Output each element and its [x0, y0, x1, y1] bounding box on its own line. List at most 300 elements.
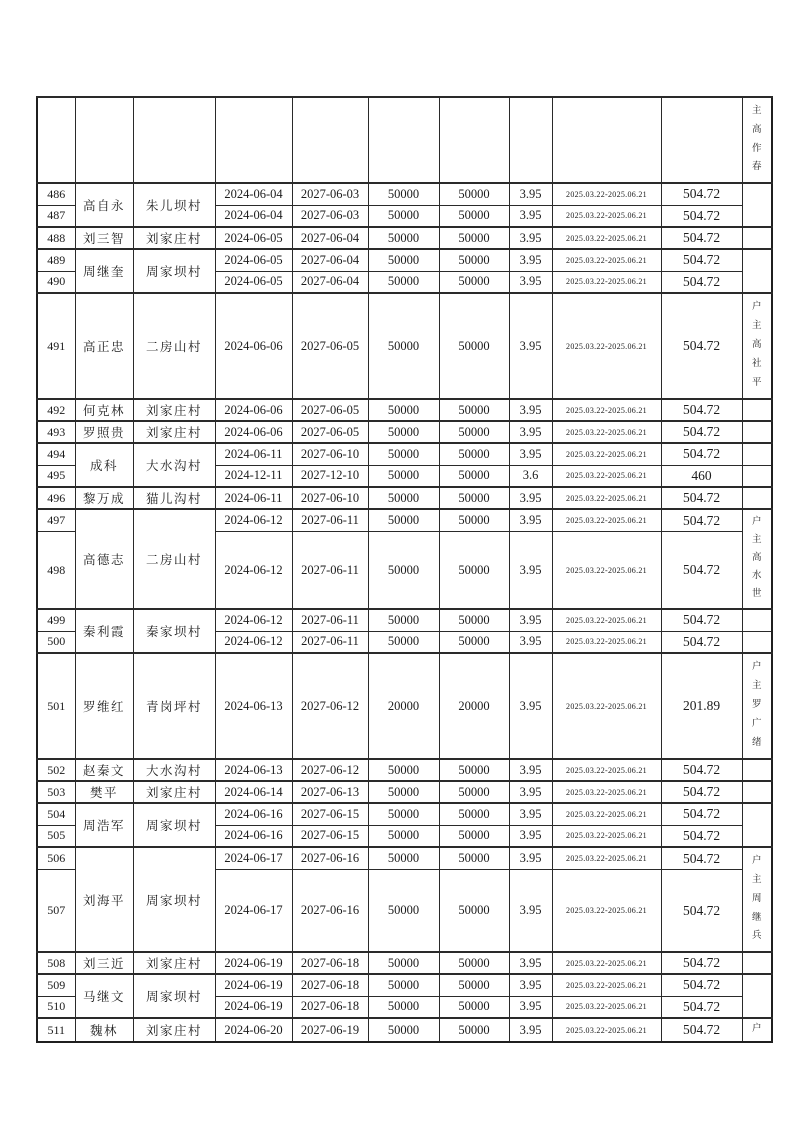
sequence-cell: 505 [37, 825, 75, 847]
interest-period-cell: 2025.03.22-2025.06.21 [552, 1018, 661, 1042]
due-date-cell: 2027-06-18 [292, 996, 368, 1018]
interest-rate-cell: 3.95 [509, 249, 552, 271]
interest-rate-cell: 3.95 [509, 532, 552, 609]
balance-amount-cell: 50000 [439, 249, 509, 271]
due-date-cell: 2027-06-05 [292, 399, 368, 421]
loan-amount-cell: 50000 [368, 487, 439, 509]
balance-amount-cell: 20000 [439, 653, 509, 759]
remark-cell [742, 974, 772, 1018]
interest-amount-cell: 504.72 [661, 183, 742, 205]
remark-cell [742, 631, 772, 653]
remark-cell [742, 227, 772, 249]
interest-rate-cell: 3.6 [509, 465, 552, 487]
village-cell: 刘家庄村 [133, 421, 215, 443]
loan-amount-cell: 50000 [368, 271, 439, 293]
loan-amount-cell [368, 97, 439, 183]
interest-amount-cell: 504.72 [661, 631, 742, 653]
interest-amount-cell: 504.72 [661, 205, 742, 227]
remark-cell [742, 509, 772, 609]
interest-period-cell: 2025.03.22-2025.06.21 [552, 996, 661, 1018]
remark-cell [742, 183, 772, 227]
table-row [37, 509, 772, 532]
sequence-cell: 503 [37, 781, 75, 803]
remark-cell [742, 781, 772, 803]
table-row [37, 97, 772, 183]
loan-date-cell: 2024-06-19 [215, 952, 292, 974]
interest-rate-cell: 3.95 [509, 1018, 552, 1042]
village-cell: 青岗坪村 [133, 653, 215, 759]
due-date-cell: 2027-06-10 [292, 487, 368, 509]
loan-amount-cell: 50000 [368, 825, 439, 847]
loan-table-body [37, 97, 772, 1042]
sequence-cell: 493 [37, 421, 75, 443]
sequence-cell: 495 [37, 465, 75, 487]
table-row [37, 183, 772, 205]
loan-amount-cell: 50000 [368, 870, 439, 952]
interest-rate-cell [509, 97, 552, 183]
village-cell: 大水沟村 [133, 759, 215, 781]
interest-amount-cell: 504.72 [661, 532, 742, 609]
sequence-cell: 507 [37, 870, 75, 952]
interest-period-cell: 2025.03.22-2025.06.21 [552, 825, 661, 847]
due-date-cell: 2027-06-13 [292, 781, 368, 803]
due-date-cell: 2027-06-12 [292, 653, 368, 759]
loan-amount-cell: 50000 [368, 443, 439, 465]
borrower-name-cell: 魏林 [75, 1018, 133, 1042]
remark-cell [742, 653, 772, 759]
sequence-cell: 504 [37, 803, 75, 825]
borrower-name-cell: 高正忠 [75, 293, 133, 399]
sequence-cell: 494 [37, 443, 75, 465]
loan-date-cell: 2024-06-16 [215, 803, 292, 825]
interest-amount-cell: 504.72 [661, 227, 742, 249]
interest-rate-cell: 3.95 [509, 631, 552, 653]
loan-amount-cell: 20000 [368, 653, 439, 759]
balance-amount-cell: 50000 [439, 631, 509, 653]
remark-cell [742, 443, 772, 465]
sequence-cell: 501 [37, 653, 75, 759]
loan-amount-cell: 50000 [368, 631, 439, 653]
interest-amount-cell: 504.72 [661, 825, 742, 847]
loan-amount-cell: 50000 [368, 509, 439, 532]
balance-amount-cell: 50000 [439, 532, 509, 609]
borrower-name-cell: 刘海平 [75, 847, 133, 952]
balance-amount-cell: 50000 [439, 870, 509, 952]
sequence-cell: 497 [37, 509, 75, 532]
remark-cell [742, 847, 772, 952]
sequence-cell: 498 [37, 532, 75, 609]
loan-amount-cell: 50000 [368, 996, 439, 1018]
interest-rate-cell: 3.95 [509, 759, 552, 781]
balance-amount-cell: 50000 [439, 509, 509, 532]
interest-rate-cell: 3.95 [509, 509, 552, 532]
interest-period-cell: 2025.03.22-2025.06.21 [552, 227, 661, 249]
loan-amount-cell: 50000 [368, 205, 439, 227]
village-cell: 周家坝村 [133, 249, 215, 293]
interest-rate-cell: 3.95 [509, 952, 552, 974]
table-row [37, 803, 772, 825]
due-date-cell: 2027-06-11 [292, 532, 368, 609]
borrower-name-cell: 黎万成 [75, 487, 133, 509]
village-cell: 二房山村 [133, 509, 215, 609]
village-cell: 周家坝村 [133, 974, 215, 1018]
due-date-cell: 2027-06-10 [292, 443, 368, 465]
due-date-cell: 2027-06-03 [292, 183, 368, 205]
village-cell: 刘家庄村 [133, 1018, 215, 1042]
interest-amount-cell: 201.89 [661, 653, 742, 759]
interest-period-cell: 2025.03.22-2025.06.21 [552, 803, 661, 825]
loan-date-cell: 2024-06-13 [215, 653, 292, 759]
balance-amount-cell: 50000 [439, 781, 509, 803]
borrower-name-cell: 罗维红 [75, 653, 133, 759]
loan-amount-cell: 50000 [368, 399, 439, 421]
borrower-name-cell: 秦利霞 [75, 609, 133, 653]
loan-date-cell: 2024-06-19 [215, 974, 292, 996]
due-date-cell: 2027-06-16 [292, 847, 368, 870]
interest-period-cell: 2025.03.22-2025.06.21 [552, 205, 661, 227]
village-cell: 朱儿坝村 [133, 183, 215, 227]
balance-amount-cell: 50000 [439, 227, 509, 249]
interest-period-cell: 2025.03.22-2025.06.21 [552, 249, 661, 271]
borrower-name-cell: 樊平 [75, 781, 133, 803]
interest-rate-cell: 3.95 [509, 205, 552, 227]
loan-date-cell: 2024-06-16 [215, 825, 292, 847]
loan-amount-cell: 50000 [368, 803, 439, 825]
remark-cell [742, 249, 772, 293]
interest-amount-cell: 504.72 [661, 609, 742, 631]
interest-period-cell: 2025.03.22-2025.06.21 [552, 183, 661, 205]
interest-period-cell: 2025.03.22-2025.06.21 [552, 532, 661, 609]
loan-amount-cell: 50000 [368, 952, 439, 974]
village-cell: 猫儿沟村 [133, 487, 215, 509]
balance-amount-cell: 50000 [439, 183, 509, 205]
loan-amount-cell: 50000 [368, 974, 439, 996]
interest-rate-cell: 3.95 [509, 421, 552, 443]
vertical-remark-text: 户 主 高 水 世 [751, 517, 762, 600]
interest-amount-cell [661, 97, 742, 183]
borrower-name-cell: 成科 [75, 443, 133, 487]
loan-amount-cell: 50000 [368, 532, 439, 609]
sequence-cell: 499 [37, 609, 75, 631]
loan-date-cell: 2024-06-05 [215, 227, 292, 249]
loan-date-cell [215, 97, 292, 183]
interest-period-cell: 2025.03.22-2025.06.21 [552, 952, 661, 974]
table-row [37, 609, 772, 631]
interest-amount-cell: 504.72 [661, 996, 742, 1018]
interest-rate-cell: 3.95 [509, 870, 552, 952]
interest-amount-cell: 504.72 [661, 781, 742, 803]
table-row [37, 759, 772, 781]
interest-period-cell: 2025.03.22-2025.06.21 [552, 465, 661, 487]
balance-amount-cell [439, 97, 509, 183]
borrower-name-cell: 高德志 [75, 509, 133, 609]
remark-cell [742, 759, 772, 781]
interest-rate-cell: 3.95 [509, 227, 552, 249]
loan-date-cell: 2024-06-13 [215, 759, 292, 781]
due-date-cell: 2027-12-10 [292, 465, 368, 487]
interest-rate-cell: 3.95 [509, 443, 552, 465]
remark-cell [742, 1018, 772, 1042]
sequence-cell: 508 [37, 952, 75, 974]
due-date-cell [292, 97, 368, 183]
village-cell: 周家坝村 [133, 803, 215, 847]
village-cell: 周家坝村 [133, 847, 215, 952]
loan-date-cell: 2024-06-04 [215, 205, 292, 227]
remark-cell [742, 465, 772, 487]
sequence-cell: 502 [37, 759, 75, 781]
interest-amount-cell: 504.72 [661, 421, 742, 443]
remark-cell [742, 421, 772, 443]
borrower-name-cell: 高自永 [75, 183, 133, 227]
interest-rate-cell: 3.95 [509, 293, 552, 399]
loan-date-cell: 2024-06-12 [215, 631, 292, 653]
loan-amount-cell: 50000 [368, 465, 439, 487]
interest-rate-cell: 3.95 [509, 653, 552, 759]
interest-period-cell: 2025.03.22-2025.06.21 [552, 271, 661, 293]
sequence-cell: 487 [37, 205, 75, 227]
borrower-name-cell: 周继奎 [75, 249, 133, 293]
table-row [37, 249, 772, 271]
loan-date-cell: 2024-06-05 [215, 249, 292, 271]
interest-rate-cell: 3.95 [509, 803, 552, 825]
loan-register-table [36, 96, 773, 1043]
interest-rate-cell: 3.95 [509, 609, 552, 631]
due-date-cell: 2027-06-18 [292, 974, 368, 996]
balance-amount-cell: 50000 [439, 847, 509, 870]
due-date-cell: 2027-06-11 [292, 609, 368, 631]
interest-period-cell: 2025.03.22-2025.06.21 [552, 609, 661, 631]
sequence-cell: 490 [37, 271, 75, 293]
balance-amount-cell: 50000 [439, 759, 509, 781]
interest-amount-cell: 504.72 [661, 271, 742, 293]
interest-amount-cell: 504.72 [661, 847, 742, 870]
interest-period-cell: 2025.03.22-2025.06.21 [552, 631, 661, 653]
due-date-cell: 2027-06-12 [292, 759, 368, 781]
remark-cell [742, 803, 772, 847]
loan-date-cell: 2024-12-11 [215, 465, 292, 487]
interest-period-cell: 2025.03.22-2025.06.21 [552, 653, 661, 759]
balance-amount-cell: 50000 [439, 609, 509, 631]
village-cell: 大水沟村 [133, 443, 215, 487]
due-date-cell: 2027-06-04 [292, 271, 368, 293]
interest-amount-cell: 504.72 [661, 870, 742, 952]
loan-date-cell: 2024-06-04 [215, 183, 292, 205]
loan-date-cell: 2024-06-06 [215, 421, 292, 443]
balance-amount-cell: 50000 [439, 443, 509, 465]
interest-amount-cell: 504.72 [661, 1018, 742, 1042]
sequence-cell: 488 [37, 227, 75, 249]
table-row [37, 421, 772, 443]
loan-date-cell: 2024-06-19 [215, 996, 292, 1018]
village-cell: 刘家庄村 [133, 952, 215, 974]
sequence-cell: 491 [37, 293, 75, 399]
interest-amount-cell: 504.72 [661, 759, 742, 781]
loan-amount-cell: 50000 [368, 249, 439, 271]
sequence-cell: 492 [37, 399, 75, 421]
balance-amount-cell: 50000 [439, 271, 509, 293]
due-date-cell: 2027-06-05 [292, 421, 368, 443]
due-date-cell: 2027-06-11 [292, 631, 368, 653]
interest-rate-cell: 3.95 [509, 271, 552, 293]
balance-amount-cell: 50000 [439, 399, 509, 421]
table-row [37, 974, 772, 996]
village-cell: 刘家庄村 [133, 227, 215, 249]
sequence-cell: 500 [37, 631, 75, 653]
interest-period-cell: 2025.03.22-2025.06.21 [552, 759, 661, 781]
interest-rate-cell: 3.95 [509, 825, 552, 847]
village-cell: 刘家庄村 [133, 781, 215, 803]
loan-date-cell: 2024-06-12 [215, 509, 292, 532]
balance-amount-cell: 50000 [439, 487, 509, 509]
interest-rate-cell: 3.95 [509, 399, 552, 421]
borrower-name-cell: 何克林 [75, 399, 133, 421]
table-row [37, 847, 772, 870]
vertical-remark-text: 户 主 周 继 兵 [751, 856, 762, 942]
loan-amount-cell: 50000 [368, 847, 439, 870]
loan-date-cell: 2024-06-17 [215, 847, 292, 870]
borrower-name-cell: 赵秦文 [75, 759, 133, 781]
loan-amount-cell: 50000 [368, 759, 439, 781]
table-row [37, 653, 772, 759]
due-date-cell: 2027-06-04 [292, 227, 368, 249]
interest-rate-cell: 3.95 [509, 487, 552, 509]
interest-amount-cell: 504.72 [661, 952, 742, 974]
interest-period-cell: 2025.03.22-2025.06.21 [552, 421, 661, 443]
village-cell: 刘家庄村 [133, 399, 215, 421]
sequence-cell [37, 97, 75, 183]
remark-cell [742, 952, 772, 974]
interest-period-cell: 2025.03.22-2025.06.21 [552, 487, 661, 509]
balance-amount-cell: 50000 [439, 974, 509, 996]
borrower-name-cell: 周浩军 [75, 803, 133, 847]
loan-amount-cell: 50000 [368, 609, 439, 631]
interest-rate-cell: 3.95 [509, 996, 552, 1018]
loan-date-cell: 2024-06-17 [215, 870, 292, 952]
table-row [37, 781, 772, 803]
interest-amount-cell: 504.72 [661, 803, 742, 825]
loan-date-cell: 2024-06-05 [215, 271, 292, 293]
loan-amount-cell: 50000 [368, 293, 439, 399]
interest-period-cell: 2025.03.22-2025.06.21 [552, 509, 661, 532]
interest-period-cell: 2025.03.22-2025.06.21 [552, 870, 661, 952]
sequence-cell: 496 [37, 487, 75, 509]
village-cell: 二房山村 [133, 293, 215, 399]
due-date-cell: 2027-06-05 [292, 293, 368, 399]
interest-amount-cell: 460 [661, 465, 742, 487]
vertical-remark-text: 主 高 作 春 [751, 106, 762, 173]
borrower-name-cell: 罗照贵 [75, 421, 133, 443]
table-row [37, 443, 772, 465]
due-date-cell: 2027-06-15 [292, 803, 368, 825]
sequence-cell: 510 [37, 996, 75, 1018]
sequence-cell: 486 [37, 183, 75, 205]
remark-cell [742, 609, 772, 631]
borrower-name-cell: 刘三智 [75, 227, 133, 249]
vertical-remark-text: 户 [751, 1024, 762, 1035]
interest-amount-cell: 504.72 [661, 443, 742, 465]
balance-amount-cell: 50000 [439, 465, 509, 487]
due-date-cell: 2027-06-16 [292, 870, 368, 952]
borrower-name-cell: 马继文 [75, 974, 133, 1018]
interest-rate-cell: 3.95 [509, 781, 552, 803]
balance-amount-cell: 50000 [439, 421, 509, 443]
remark-cell [742, 487, 772, 509]
interest-rate-cell: 3.95 [509, 183, 552, 205]
interest-amount-cell: 504.72 [661, 487, 742, 509]
balance-amount-cell: 50000 [439, 825, 509, 847]
balance-amount-cell: 50000 [439, 996, 509, 1018]
loan-amount-cell: 50000 [368, 227, 439, 249]
interest-amount-cell: 504.72 [661, 249, 742, 271]
loan-date-cell: 2024-06-14 [215, 781, 292, 803]
table-row [37, 227, 772, 249]
interest-rate-cell: 3.95 [509, 847, 552, 870]
due-date-cell: 2027-06-11 [292, 509, 368, 532]
loan-date-cell: 2024-06-12 [215, 532, 292, 609]
interest-period-cell: 2025.03.22-2025.06.21 [552, 974, 661, 996]
sequence-cell: 489 [37, 249, 75, 271]
due-date-cell: 2027-06-19 [292, 1018, 368, 1042]
village-cell [133, 97, 215, 183]
loan-amount-cell: 50000 [368, 1018, 439, 1042]
loan-date-cell: 2024-06-11 [215, 487, 292, 509]
interest-period-cell: 2025.03.22-2025.06.21 [552, 847, 661, 870]
remark-cell [742, 399, 772, 421]
interest-amount-cell: 504.72 [661, 509, 742, 532]
vertical-remark-text: 户 主 高 社 平 [751, 302, 762, 389]
due-date-cell: 2027-06-04 [292, 249, 368, 271]
due-date-cell: 2027-06-18 [292, 952, 368, 974]
due-date-cell: 2027-06-03 [292, 205, 368, 227]
table-row [37, 952, 772, 974]
interest-period-cell: 2025.03.22-2025.06.21 [552, 399, 661, 421]
borrower-name-cell [75, 97, 133, 183]
table-row [37, 487, 772, 509]
balance-amount-cell: 50000 [439, 293, 509, 399]
due-date-cell: 2027-06-15 [292, 825, 368, 847]
table-row [37, 399, 772, 421]
balance-amount-cell: 50000 [439, 205, 509, 227]
loan-date-cell: 2024-06-20 [215, 1018, 292, 1042]
balance-amount-cell: 50000 [439, 952, 509, 974]
village-cell: 秦家坝村 [133, 609, 215, 653]
sequence-cell: 509 [37, 974, 75, 996]
vertical-remark-text: 户 主 罗 广 绪 [751, 662, 762, 749]
loan-date-cell: 2024-06-11 [215, 443, 292, 465]
sequence-cell: 506 [37, 847, 75, 870]
table-row [37, 1018, 772, 1042]
loan-amount-cell: 50000 [368, 781, 439, 803]
balance-amount-cell: 50000 [439, 803, 509, 825]
interest-period-cell [552, 97, 661, 183]
interest-period-cell: 2025.03.22-2025.06.21 [552, 443, 661, 465]
loan-amount-cell: 50000 [368, 183, 439, 205]
interest-period-cell: 2025.03.22-2025.06.21 [552, 781, 661, 803]
loan-date-cell: 2024-06-12 [215, 609, 292, 631]
interest-period-cell: 2025.03.22-2025.06.21 [552, 293, 661, 399]
interest-amount-cell: 504.72 [661, 293, 742, 399]
balance-amount-cell: 50000 [439, 1018, 509, 1042]
loan-amount-cell: 50000 [368, 421, 439, 443]
sequence-cell: 511 [37, 1018, 75, 1042]
remark-cell [742, 293, 772, 399]
table-row [37, 293, 772, 399]
loan-date-cell: 2024-06-06 [215, 399, 292, 421]
interest-rate-cell: 3.95 [509, 974, 552, 996]
borrower-name-cell: 刘三近 [75, 952, 133, 974]
loan-date-cell: 2024-06-06 [215, 293, 292, 399]
remark-cell [742, 97, 772, 183]
